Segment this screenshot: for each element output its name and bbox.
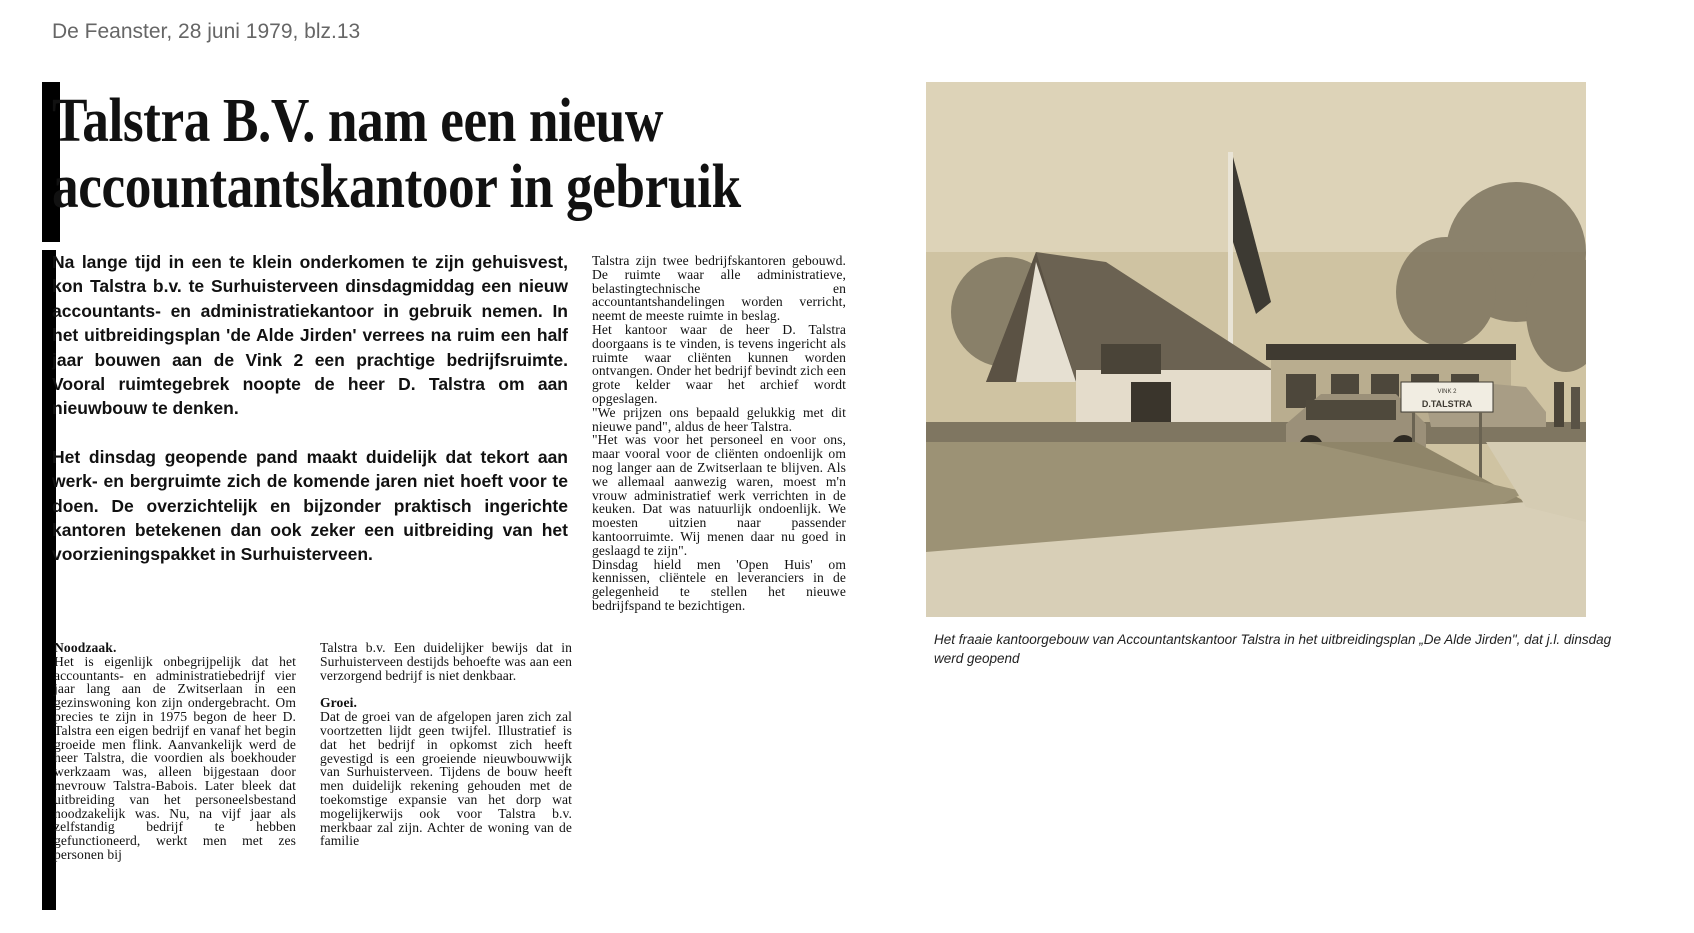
intro-paragraph: Na lange tijd in een te klein onderkomen te zijn gehuisvest, kon Talstra b.v. te Surhuisterveen dinsdagmiddag een nieuw accountants- en administratiekantoor in gebruik nemen. In het uitbreidingsplan 'de Alde Jirden' verrees na ruim een half jaar bouwen aan de Vink 2 een prachtige bedrijfsruimte. Vooral ruimtegebrek noopte de heer D. Talstra om aan nieuwbouw te denken. — [52, 252, 568, 419]
article-column-2 — [320, 641, 572, 848]
column-text: Talstra zijn twee bedrijfskantoren gebouwd. De ruimte waar alle administratieve, belastingtechnische en accountantshandelingen worden verricht, neemt de meeste ruimte in beslag. — [592, 253, 846, 324]
column-text: "We prijzen ons bepaald gelukkig met dit nieuwe pand", aldus de heer Talstra. — [592, 404, 846, 434]
subheading: Noodzaak. — [54, 640, 117, 655]
photo-caption: Het fraaie kantoorgebouw van Accountantskantoor Talstra in het uitbreidingsplan „De Alde Jirden", dat j.l. dinsdag werd geopend — [934, 632, 1612, 666]
column-text: "Het was voor het personeel en voor ons, maar vooral voor de cliënten ondoenlijk om nog langer aan de Zwitserlaan te blijven. Als we allemaal aanwezig waren, moest m'n vrouw administratief werk verrichten in de keuken. Dat was natuurlijk ondoenlijk. We moesten uitzien naar passender kantoorruimte. Wij menen daar nu goed in geslaagd te zijn". — [592, 432, 846, 558]
source-line: De Feanster, 28 juni 1979, blz.13 — [52, 20, 361, 43]
office-photo — [926, 82, 1586, 617]
article-column-1 — [54, 641, 296, 862]
subheading: Groei. — [320, 695, 357, 711]
headline-line-2: accountantskantoor in gebruik — [52, 153, 741, 221]
intro-paragraph: Het dinsdag geopende pand maakt duidelijk dat tekort aan werk- en bergruimte zich de komende jaren niet hoeft voor te doen. De overzichtelijk en bijzonder praktisch ingerichte kantoren betekenen dan ook zeker een uitbreiding van het voorzieningspakket in Surhuisterveen. — [52, 446, 568, 565]
headline-line-1: Talstra B.V. nam een nieuw — [52, 87, 663, 155]
column-text: Dat de groei van de afgelopen jaren zich zal voortzetten lijdt geen twijfel. Illustratief is dat het bedrijf in opkomst zich heeft gevestigd is een groeiende nieuwbouwwijk van Surhuisterveen. Tijdens de bouw heeft men duidelijk rekening gehouden met de toekomstige expansie van het dorp wat mogelijkerwijs ook voor Talstra b.v. merkbaar zal zijn. Achter de woning van de familie — [320, 709, 572, 849]
column-text: Het kantoor waar de heer D. Talstra doorgaans is te vinden, is tevens ingericht als ruimte waar cliënten kunnen worden ontvangen. Onder het bedrijf bevindt zich een grote kelder waar het archief wordt opgeslagen. — [592, 321, 847, 406]
column-text: Dinsdag hield men 'Open Huis' om kennissen, cliëntele en leveranciers in de gelegenheid te stellen het nieuwe bedrijfspand te bezichtigen. — [592, 556, 846, 613]
column-text: Het is eigenlijk onbegrijpelijk dat het accountants- en administratiebedrijf vier jaar lang aan de Zwitserlaan in een gezinswoning kon zijn ondergebracht. Om precies te zijn in 1975 begon de heer D. Talstra een eigen bedrijf en vanaf het begin groeide men flink. Aanvankelijk werd de heer Talstra, die voordien als boekhouder werkzaam was, alleen bijgestaan door mevrouw Talstra-Babois. Later bleek dat uitbreiding van het personeelsbestand noodzakelijk was. Nu, na vijf jaar als zelfstandig bedrijf te hebben gefunctioneerd, werkt men met zes personen bij — [54, 653, 296, 862]
headline — [52, 88, 792, 220]
intro-block — [52, 250, 568, 591]
column-text: Talstra b.v. Een duidelijker bewijs dat in Surhuisterveen destijds behoefte was aan een verzorgend bedrijf is niet denkbaar. — [320, 640, 572, 683]
photo-sign-text: VINK 2 — [1437, 389, 1457, 395]
article-column-3 — [592, 254, 846, 613]
photo-sign-text: D.TALSTRA — [1421, 399, 1473, 409]
